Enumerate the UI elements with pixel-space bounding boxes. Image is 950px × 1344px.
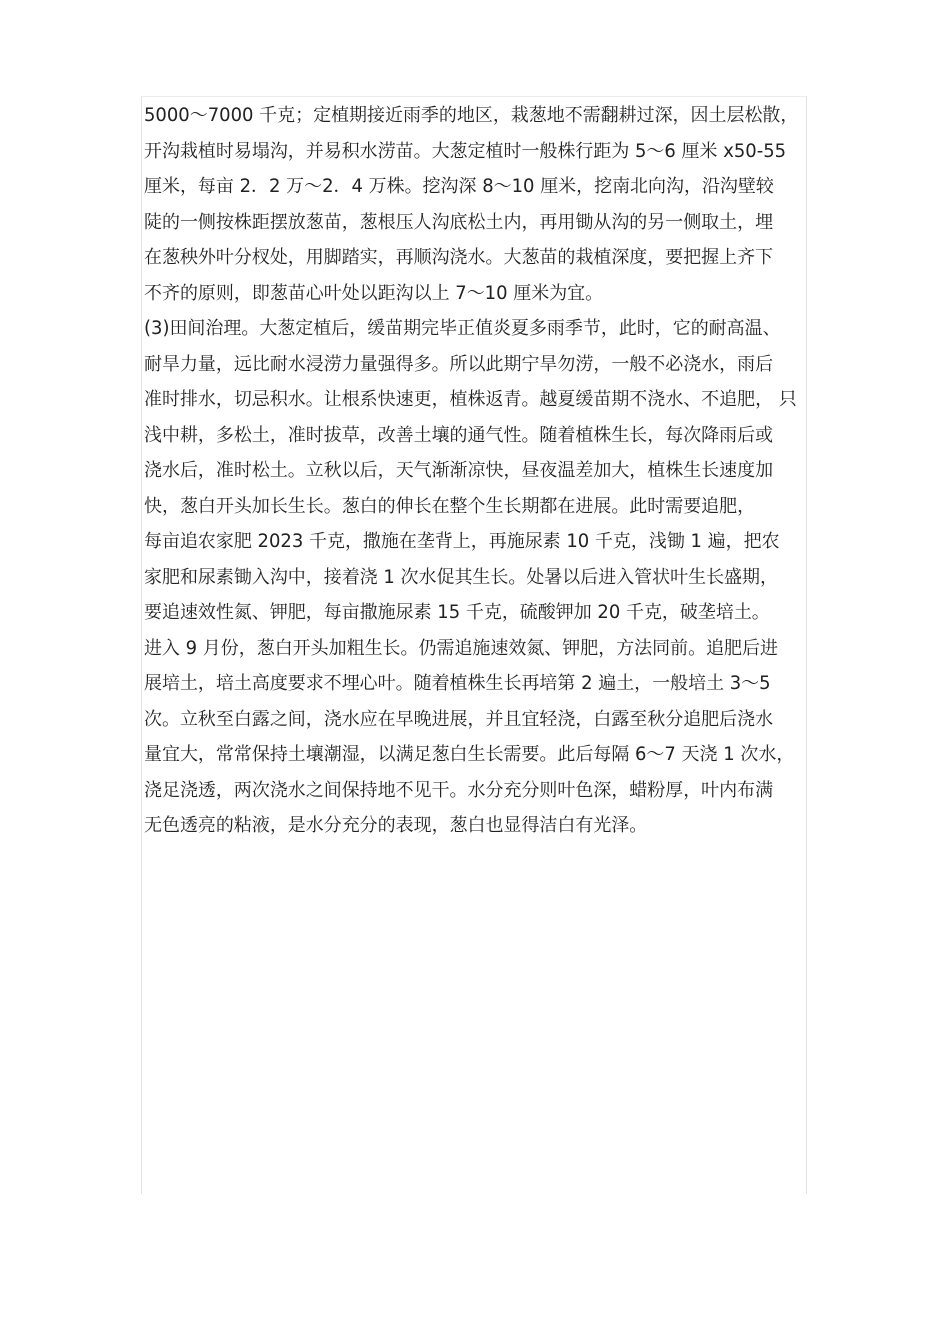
- text-line: 准时排水，切忌积水。让根系快速更，植株返青。越夏缓苗期不浇水、不追肥， 只: [144, 389, 797, 410]
- text-line: 每亩追农家肥 2023 千克，撒施在垄背上，再施尿素 10 千克，浅锄 1 遍，把农: [144, 531, 780, 552]
- text-line: 量宜大，常常保持土壤潮湿，以满足葱白生长需要。此后每隔 6～7 天浇 1 次水，: [144, 744, 795, 765]
- text-line: 无色透亮的粘液，是水分充分的表现，葱白也显得洁白有光泽。: [144, 815, 648, 836]
- text-line: 厘米，每亩 2．2 万～2．4 万株。挖沟深 8～10 厘米，挖南北向沟，沿沟壁较: [144, 176, 774, 197]
- text-line: 家肥和尿素锄入沟中，接着浇 1 次水促其生长。处暑以后进入管状叶生长盛期，: [144, 566, 778, 588]
- text-line: 浇水后，准时松土。立秋以后，天气渐渐凉快，昼夜温差加大，植株生长速度加: [144, 460, 774, 481]
- text-line: 耐旱力量，远比耐水浸涝力量强得多。所以此期宁旱勿涝，一般不必浇水，雨后: [144, 353, 774, 375]
- document-body: [144, 98, 824, 844]
- text-line: 5000～7000 千克；定植期接近雨季的地区，栽葱地不需翻耕过深，因土层松散，: [144, 105, 799, 126]
- text-line: 开沟栽植时易塌沟，并易积水涝苗。大葱定植时一般株行距为 5～6 厘米 x50-55: [144, 140, 787, 162]
- text-line: 快，葱白开头加长生长。葱白的伸长在整个生长期都在进展。此时需要追肥，: [144, 495, 756, 517]
- text-line: 次。立秋至白露之间，浇水应在早晚进展，并且宜轻浇，白露至秋分追肥后浇水: [144, 708, 774, 730]
- text-line: (3)田间治理。大葱定植后，缓苗期完毕正值炎夏多雨季节，此时，它的耐高温、: [144, 318, 781, 339]
- text-line: 不齐的原则，即葱苗心叶处以距沟以上 7～10 厘米为宜。: [144, 282, 604, 304]
- text-line: 要追速效性氮、钾肥，每亩撒施尿素 15 千克，硫酸钾加 20 千克，破垄培土。: [144, 602, 770, 623]
- text-line: 浇足浇透，两次浇水之间保持地不见干。水分充分则叶色深，蜡粉厚，叶内布满: [144, 779, 774, 801]
- text-line: 展培土，培土高度要求不埋心叶。随着植株生长再培第 2 遍土，一般培土 3～5: [144, 673, 771, 694]
- text-line: 进入 9 月份，葱白开头加粗生长。仍需追施速效氮、钾肥，方法同前。追肥后进: [144, 637, 778, 659]
- text-line: 在葱秧外叶分杈处，用脚踏实，再顺沟浇水。大葱苗的栽植深度，要把握上齐下: [144, 247, 774, 268]
- text-line: 浅中耕，多松土，准时拔草，改善土壤的通气性。随着植株生长，每次降雨后或: [144, 424, 774, 446]
- text-line: 陡的一侧按株距摆放葱苗，葱根压人沟底松土内，再用锄从沟的另一侧取土，埋: [144, 211, 774, 233]
